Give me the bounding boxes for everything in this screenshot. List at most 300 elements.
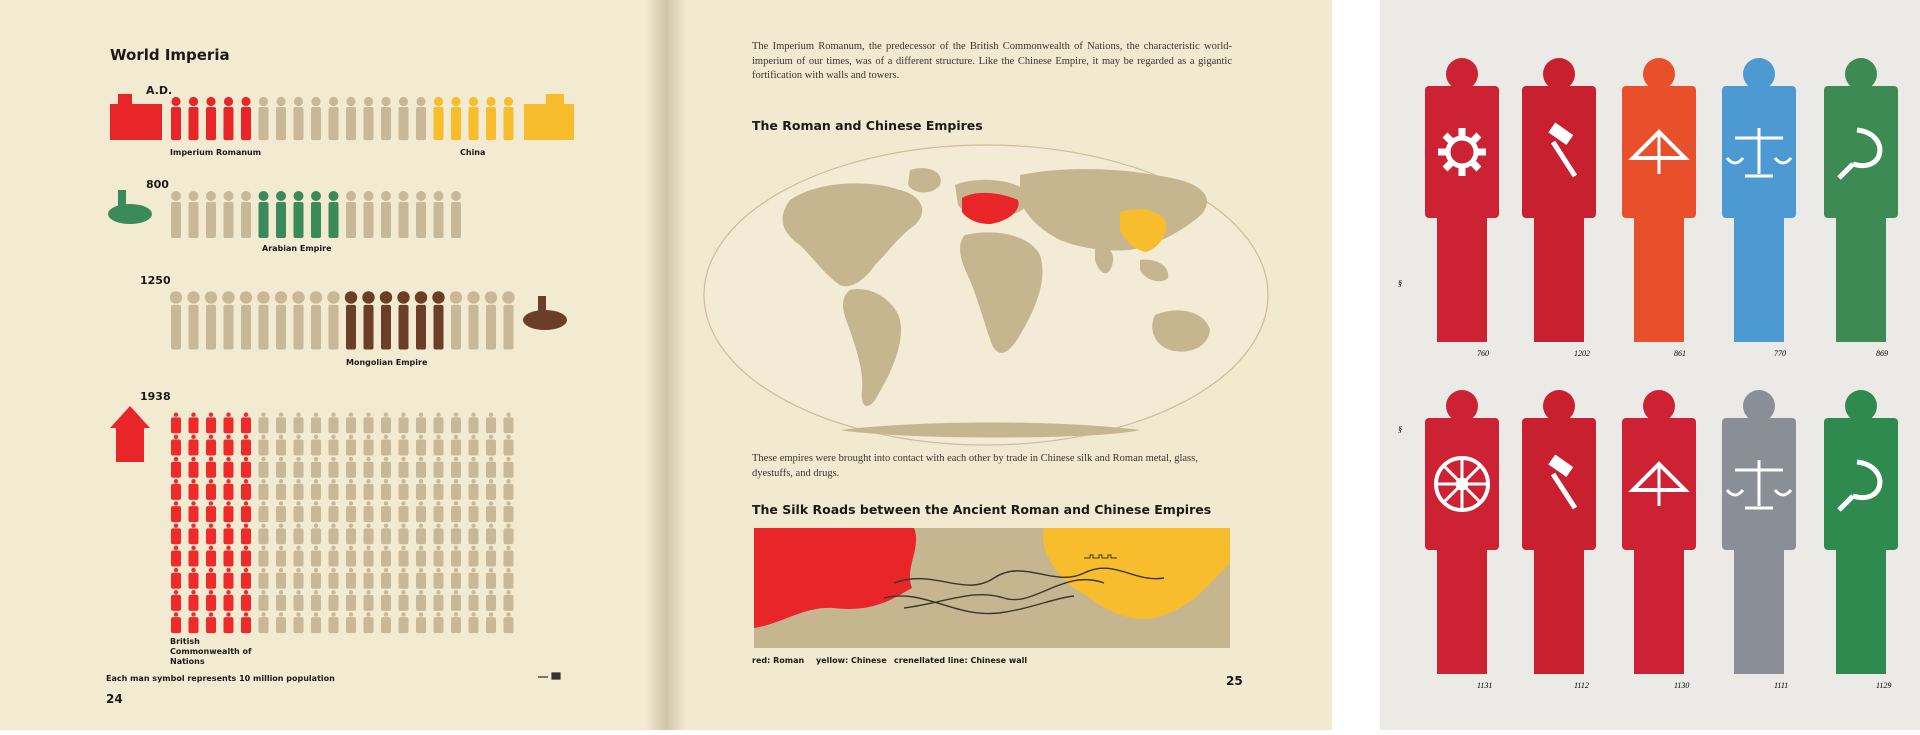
man-symbol [451, 501, 461, 522]
intro-paragraph: The Imperium Romanum, the predecessor of the British Commonwealth of Nations, the characteristic world-imperium of our times, was of a different structure. Like the Chinese Empire, it may be regarded as a gigantic fortification with walls and towers. [752, 41, 1232, 81]
man-symbol [189, 546, 199, 567]
man-symbol [434, 546, 444, 567]
page-number-left: 24 [106, 692, 123, 706]
silk-roads-map [754, 528, 1230, 648]
footnote: Each man symbol represents 10 million population [106, 674, 335, 683]
catalog-number: 869 [1876, 349, 1888, 358]
man-symbol [451, 523, 461, 544]
right-page [666, 0, 1332, 730]
pagoda-icon [110, 406, 150, 462]
pictogram-figure [1522, 58, 1596, 358]
man-symbol [276, 590, 286, 611]
man-symbol [311, 191, 321, 238]
man-symbol [259, 523, 269, 544]
register-mark: § [1398, 279, 1402, 288]
man-symbol [329, 412, 339, 433]
man-symbol [276, 568, 286, 589]
man-symbol [329, 568, 339, 589]
book-gutter [646, 0, 686, 730]
man-symbol [381, 191, 391, 238]
man-symbol [346, 412, 356, 433]
mongol-rider-icon [523, 296, 567, 330]
man-symbol [189, 523, 199, 544]
catalog-number: 1129 [1876, 681, 1892, 690]
man-symbol [467, 291, 479, 349]
man-symbol [259, 435, 269, 456]
man-symbol [294, 97, 304, 140]
man-symbol [504, 590, 514, 611]
man-symbol [399, 546, 409, 567]
man-symbol [294, 546, 304, 567]
man-symbol [171, 501, 181, 522]
man-symbol [380, 291, 392, 349]
wheel-icon [1436, 458, 1488, 510]
man-symbol [294, 523, 304, 544]
register-mark: § [1398, 425, 1402, 434]
man-symbol [294, 612, 304, 633]
man-symbol [329, 97, 339, 140]
arab-rider-icon [108, 190, 152, 224]
man-symbol [206, 501, 216, 522]
man-symbol [224, 191, 234, 238]
man-symbol [189, 568, 199, 589]
man-symbol [329, 479, 339, 500]
man-symbol [415, 291, 427, 349]
man-symbol [451, 97, 461, 140]
man-symbol [451, 479, 461, 500]
man-symbol [399, 457, 409, 478]
man-symbol [504, 97, 514, 140]
man-symbol [241, 501, 251, 522]
publisher-mark-icon [536, 668, 564, 678]
label-china: China [460, 148, 486, 157]
man-symbol [276, 546, 286, 567]
man-symbol [362, 291, 374, 349]
man-symbol [416, 523, 426, 544]
man-symbol [504, 546, 514, 567]
man-symbol [485, 291, 497, 349]
man-symbol [171, 97, 181, 140]
man-symbol [310, 291, 322, 349]
pictogram-figure [1722, 58, 1796, 358]
man-symbol [397, 291, 409, 349]
man-symbol [364, 501, 374, 522]
man-symbol [346, 590, 356, 611]
man-symbol [416, 191, 426, 238]
isotype-row-1 [171, 191, 461, 238]
man-symbol [189, 501, 199, 522]
world-map [700, 140, 1272, 450]
pictogram-figure [1622, 390, 1696, 690]
man-symbol [399, 191, 409, 238]
man-symbol [399, 435, 409, 456]
man-symbol [311, 435, 321, 456]
man-symbol [416, 568, 426, 589]
man-symbol [504, 457, 514, 478]
pictogram-figure [1425, 58, 1499, 358]
label-british-commonwealth: British Commonwealth of Nations [170, 637, 252, 666]
man-symbol [241, 435, 251, 456]
man-symbol [259, 479, 269, 500]
man-symbol [329, 435, 339, 456]
catalog-number: 1131 [1477, 681, 1493, 690]
man-symbol [486, 590, 496, 611]
man-symbol [364, 590, 374, 611]
man-symbol [206, 523, 216, 544]
man-symbol [434, 568, 444, 589]
label-arabian-empire: Arabian Empire [262, 244, 332, 253]
man-symbol [451, 546, 461, 567]
man-symbol [364, 457, 374, 478]
man-symbol [381, 412, 391, 433]
man-symbol [451, 412, 461, 433]
man-symbol [434, 523, 444, 544]
man-symbol [241, 590, 251, 611]
catalog-number: 861 [1674, 349, 1686, 358]
man-symbol [346, 501, 356, 522]
man-symbol [469, 523, 479, 544]
man-symbol [222, 291, 234, 349]
man-symbol [171, 546, 181, 567]
man-symbol [486, 457, 496, 478]
man-symbol [399, 612, 409, 633]
man-symbol [399, 523, 409, 544]
man-symbol [171, 191, 181, 238]
man-symbol [311, 590, 321, 611]
man-symbol [294, 479, 304, 500]
pictogram-figure [1824, 390, 1898, 690]
legend-red: red: Roman [752, 656, 805, 665]
man-symbol [486, 612, 496, 633]
catalog-number: 770 [1774, 349, 1786, 358]
man-symbol [364, 435, 374, 456]
man-symbol [206, 191, 216, 238]
roman-fort-icon [110, 94, 162, 140]
man-symbol [329, 612, 339, 633]
isotype-row-3 [171, 412, 514, 633]
man-symbol [504, 523, 514, 544]
man-symbol [276, 479, 286, 500]
man-symbol [451, 590, 461, 611]
man-symbol [504, 501, 514, 522]
man-symbol [346, 191, 356, 238]
man-symbol [259, 546, 269, 567]
man-symbol [434, 435, 444, 456]
year-label-1250: 1250 [140, 274, 171, 287]
man-symbol [434, 501, 444, 522]
man-symbol [364, 612, 374, 633]
man-symbol [171, 590, 181, 611]
man-symbol [416, 501, 426, 522]
year-label-800: 800 [146, 178, 169, 191]
man-symbol [486, 97, 496, 140]
man-symbol [329, 590, 339, 611]
man-symbol [292, 291, 304, 349]
man-symbol [416, 412, 426, 433]
man-symbol [224, 97, 234, 140]
man-symbol [469, 546, 479, 567]
man-symbol [189, 590, 199, 611]
isotype-row-0 [171, 97, 514, 140]
man-symbol [486, 412, 496, 433]
man-symbol [206, 546, 216, 567]
man-symbol [364, 191, 374, 238]
man-symbol [381, 501, 391, 522]
man-symbol [294, 412, 304, 433]
label-imperium-romanum: Imperium Romanum [170, 148, 262, 157]
catalog-number: 1202 [1574, 349, 1590, 358]
man-symbol [294, 435, 304, 456]
man-symbol [416, 97, 426, 140]
man-symbol [451, 612, 461, 633]
man-symbol [434, 457, 444, 478]
man-symbol [486, 479, 496, 500]
man-symbol [432, 291, 444, 349]
man-symbol [346, 97, 356, 140]
man-symbol [364, 568, 374, 589]
man-symbol [294, 590, 304, 611]
man-symbol [205, 291, 217, 349]
pictogram-figure [1622, 58, 1696, 358]
man-symbol [469, 590, 479, 611]
man-symbol [311, 568, 321, 589]
man-symbol [259, 590, 269, 611]
pictogram-figure [1425, 390, 1499, 690]
man-symbol [399, 590, 409, 611]
man-symbol [469, 479, 479, 500]
man-symbol [469, 457, 479, 478]
man-symbol [206, 590, 216, 611]
man-symbol [189, 412, 199, 433]
man-symbol [206, 457, 216, 478]
man-symbol [224, 457, 234, 478]
man-symbol [276, 412, 286, 433]
man-symbol [381, 612, 391, 633]
man-symbol [346, 546, 356, 567]
man-symbol [504, 479, 514, 500]
man-symbol [416, 435, 426, 456]
man-symbol [276, 435, 286, 456]
man-symbol [171, 523, 181, 544]
left-page [0, 0, 666, 730]
legend-wall: crenellated line: Chinese wall [894, 656, 1028, 665]
man-symbol [171, 568, 181, 589]
man-symbol [399, 479, 409, 500]
man-symbol [451, 435, 461, 456]
man-symbol [224, 546, 234, 567]
man-symbol [311, 612, 321, 633]
pictogram-figure [1522, 390, 1596, 690]
catalog-number: 1112 [1574, 681, 1589, 690]
man-symbol [469, 568, 479, 589]
man-symbol [259, 191, 269, 238]
man-symbol [416, 590, 426, 611]
man-symbol [294, 501, 304, 522]
man-symbol [241, 412, 251, 433]
man-symbol [189, 191, 199, 238]
man-symbol [346, 612, 356, 633]
man-symbol [294, 457, 304, 478]
man-symbol [189, 435, 199, 456]
man-symbol [329, 501, 339, 522]
map-caption: These empires were brought into contact with each other by trade in Chinese silk and Roman metal, glass, dyestuffs, and drugs. [752, 453, 1198, 479]
man-symbol [276, 612, 286, 633]
man-symbol [171, 612, 181, 633]
man-symbol [206, 568, 216, 589]
isotype-chart [0, 0, 666, 730]
pictogram-poster [1380, 0, 1920, 730]
man-symbol [381, 97, 391, 140]
man-symbol [189, 97, 199, 140]
man-symbol [257, 291, 269, 349]
man-symbol [364, 412, 374, 433]
man-symbol [311, 97, 321, 140]
isotype-row-2 [170, 291, 515, 349]
man-symbol [416, 546, 426, 567]
man-symbol [276, 457, 286, 478]
man-symbol [311, 457, 321, 478]
man-symbol [451, 457, 461, 478]
man-symbol [206, 479, 216, 500]
man-symbol [364, 523, 374, 544]
map-title: The Roman and Chinese Empires [752, 118, 983, 133]
catalog-number: 760 [1477, 349, 1489, 358]
man-symbol [294, 191, 304, 238]
man-symbol [329, 191, 339, 238]
man-symbol [450, 291, 462, 349]
man-symbol [224, 523, 234, 544]
man-symbol [399, 501, 409, 522]
man-symbol [241, 568, 251, 589]
man-symbol [275, 291, 287, 349]
man-symbol [381, 523, 391, 544]
man-symbol [311, 501, 321, 522]
pictogram-grid [1380, 0, 1920, 730]
man-symbol [276, 523, 286, 544]
man-symbol [346, 457, 356, 478]
chinese-wall-icon [524, 94, 574, 140]
man-symbol [381, 546, 391, 567]
man-symbol [171, 412, 181, 433]
man-symbol [329, 523, 339, 544]
man-symbol [434, 191, 444, 238]
man-symbol [364, 97, 374, 140]
man-symbol [486, 546, 496, 567]
man-symbol [399, 568, 409, 589]
man-symbol [189, 612, 199, 633]
man-symbol [276, 501, 286, 522]
man-symbol [206, 435, 216, 456]
man-symbol [486, 568, 496, 589]
man-symbol [224, 412, 234, 433]
man-symbol [224, 479, 234, 500]
man-symbol [469, 501, 479, 522]
legend-yellow: yellow: Chinese [816, 656, 887, 665]
label-mongolian-empire: Mongolian Empire [346, 358, 428, 367]
man-symbol [170, 291, 182, 349]
man-symbol [206, 97, 216, 140]
man-symbol [346, 523, 356, 544]
man-symbol [469, 612, 479, 633]
man-symbol [241, 479, 251, 500]
man-symbol [259, 568, 269, 589]
man-symbol [399, 412, 409, 433]
man-symbol [504, 435, 514, 456]
man-symbol [504, 612, 514, 633]
page-title: World Imperia [110, 46, 230, 64]
man-symbol [311, 479, 321, 500]
man-symbol [259, 457, 269, 478]
man-symbol [469, 412, 479, 433]
man-symbol [329, 546, 339, 567]
pictogram-figure [1722, 390, 1796, 690]
man-symbol [241, 191, 251, 238]
man-symbol [416, 457, 426, 478]
man-symbol [486, 501, 496, 522]
man-symbol [171, 457, 181, 478]
catalog-number: 1111 [1774, 681, 1789, 690]
man-symbol [345, 291, 357, 349]
man-symbol [416, 612, 426, 633]
man-symbol [327, 291, 339, 349]
man-symbol [241, 523, 251, 544]
man-symbol [434, 590, 444, 611]
man-symbol [451, 191, 461, 238]
man-symbol [329, 457, 339, 478]
man-symbol [240, 291, 252, 349]
man-symbol [224, 568, 234, 589]
man-symbol [434, 479, 444, 500]
catalog-number: 1130 [1674, 681, 1690, 690]
man-symbol [241, 546, 251, 567]
silk-roads-title: The Silk Roads between the Ancient Roman and Chinese Empires [752, 502, 1212, 517]
man-symbol [241, 612, 251, 633]
man-symbol [259, 501, 269, 522]
man-symbol [381, 590, 391, 611]
man-symbol [502, 291, 514, 349]
man-symbol [187, 291, 199, 349]
man-symbol [259, 412, 269, 433]
man-symbol [381, 568, 391, 589]
man-symbol [381, 457, 391, 478]
man-symbol [381, 435, 391, 456]
pictogram-figure [1824, 58, 1898, 358]
man-symbol [364, 479, 374, 500]
man-symbol [311, 523, 321, 544]
man-symbol [241, 457, 251, 478]
man-symbol [189, 479, 199, 500]
man-symbol [346, 568, 356, 589]
man-symbol [171, 435, 181, 456]
man-symbol [171, 479, 181, 500]
era-label: A.D. [146, 84, 173, 97]
man-symbol [381, 479, 391, 500]
man-symbol [486, 435, 496, 456]
man-symbol [486, 523, 496, 544]
man-symbol [224, 435, 234, 456]
man-symbol [504, 412, 514, 433]
man-symbol [451, 568, 461, 589]
man-symbol [399, 97, 409, 140]
man-symbol [206, 612, 216, 633]
man-symbol [469, 435, 479, 456]
man-symbol [434, 412, 444, 433]
man-symbol [416, 479, 426, 500]
year-label-1938: 1938 [140, 390, 171, 403]
man-symbol [259, 612, 269, 633]
man-symbol [346, 479, 356, 500]
man-symbol [276, 191, 286, 238]
